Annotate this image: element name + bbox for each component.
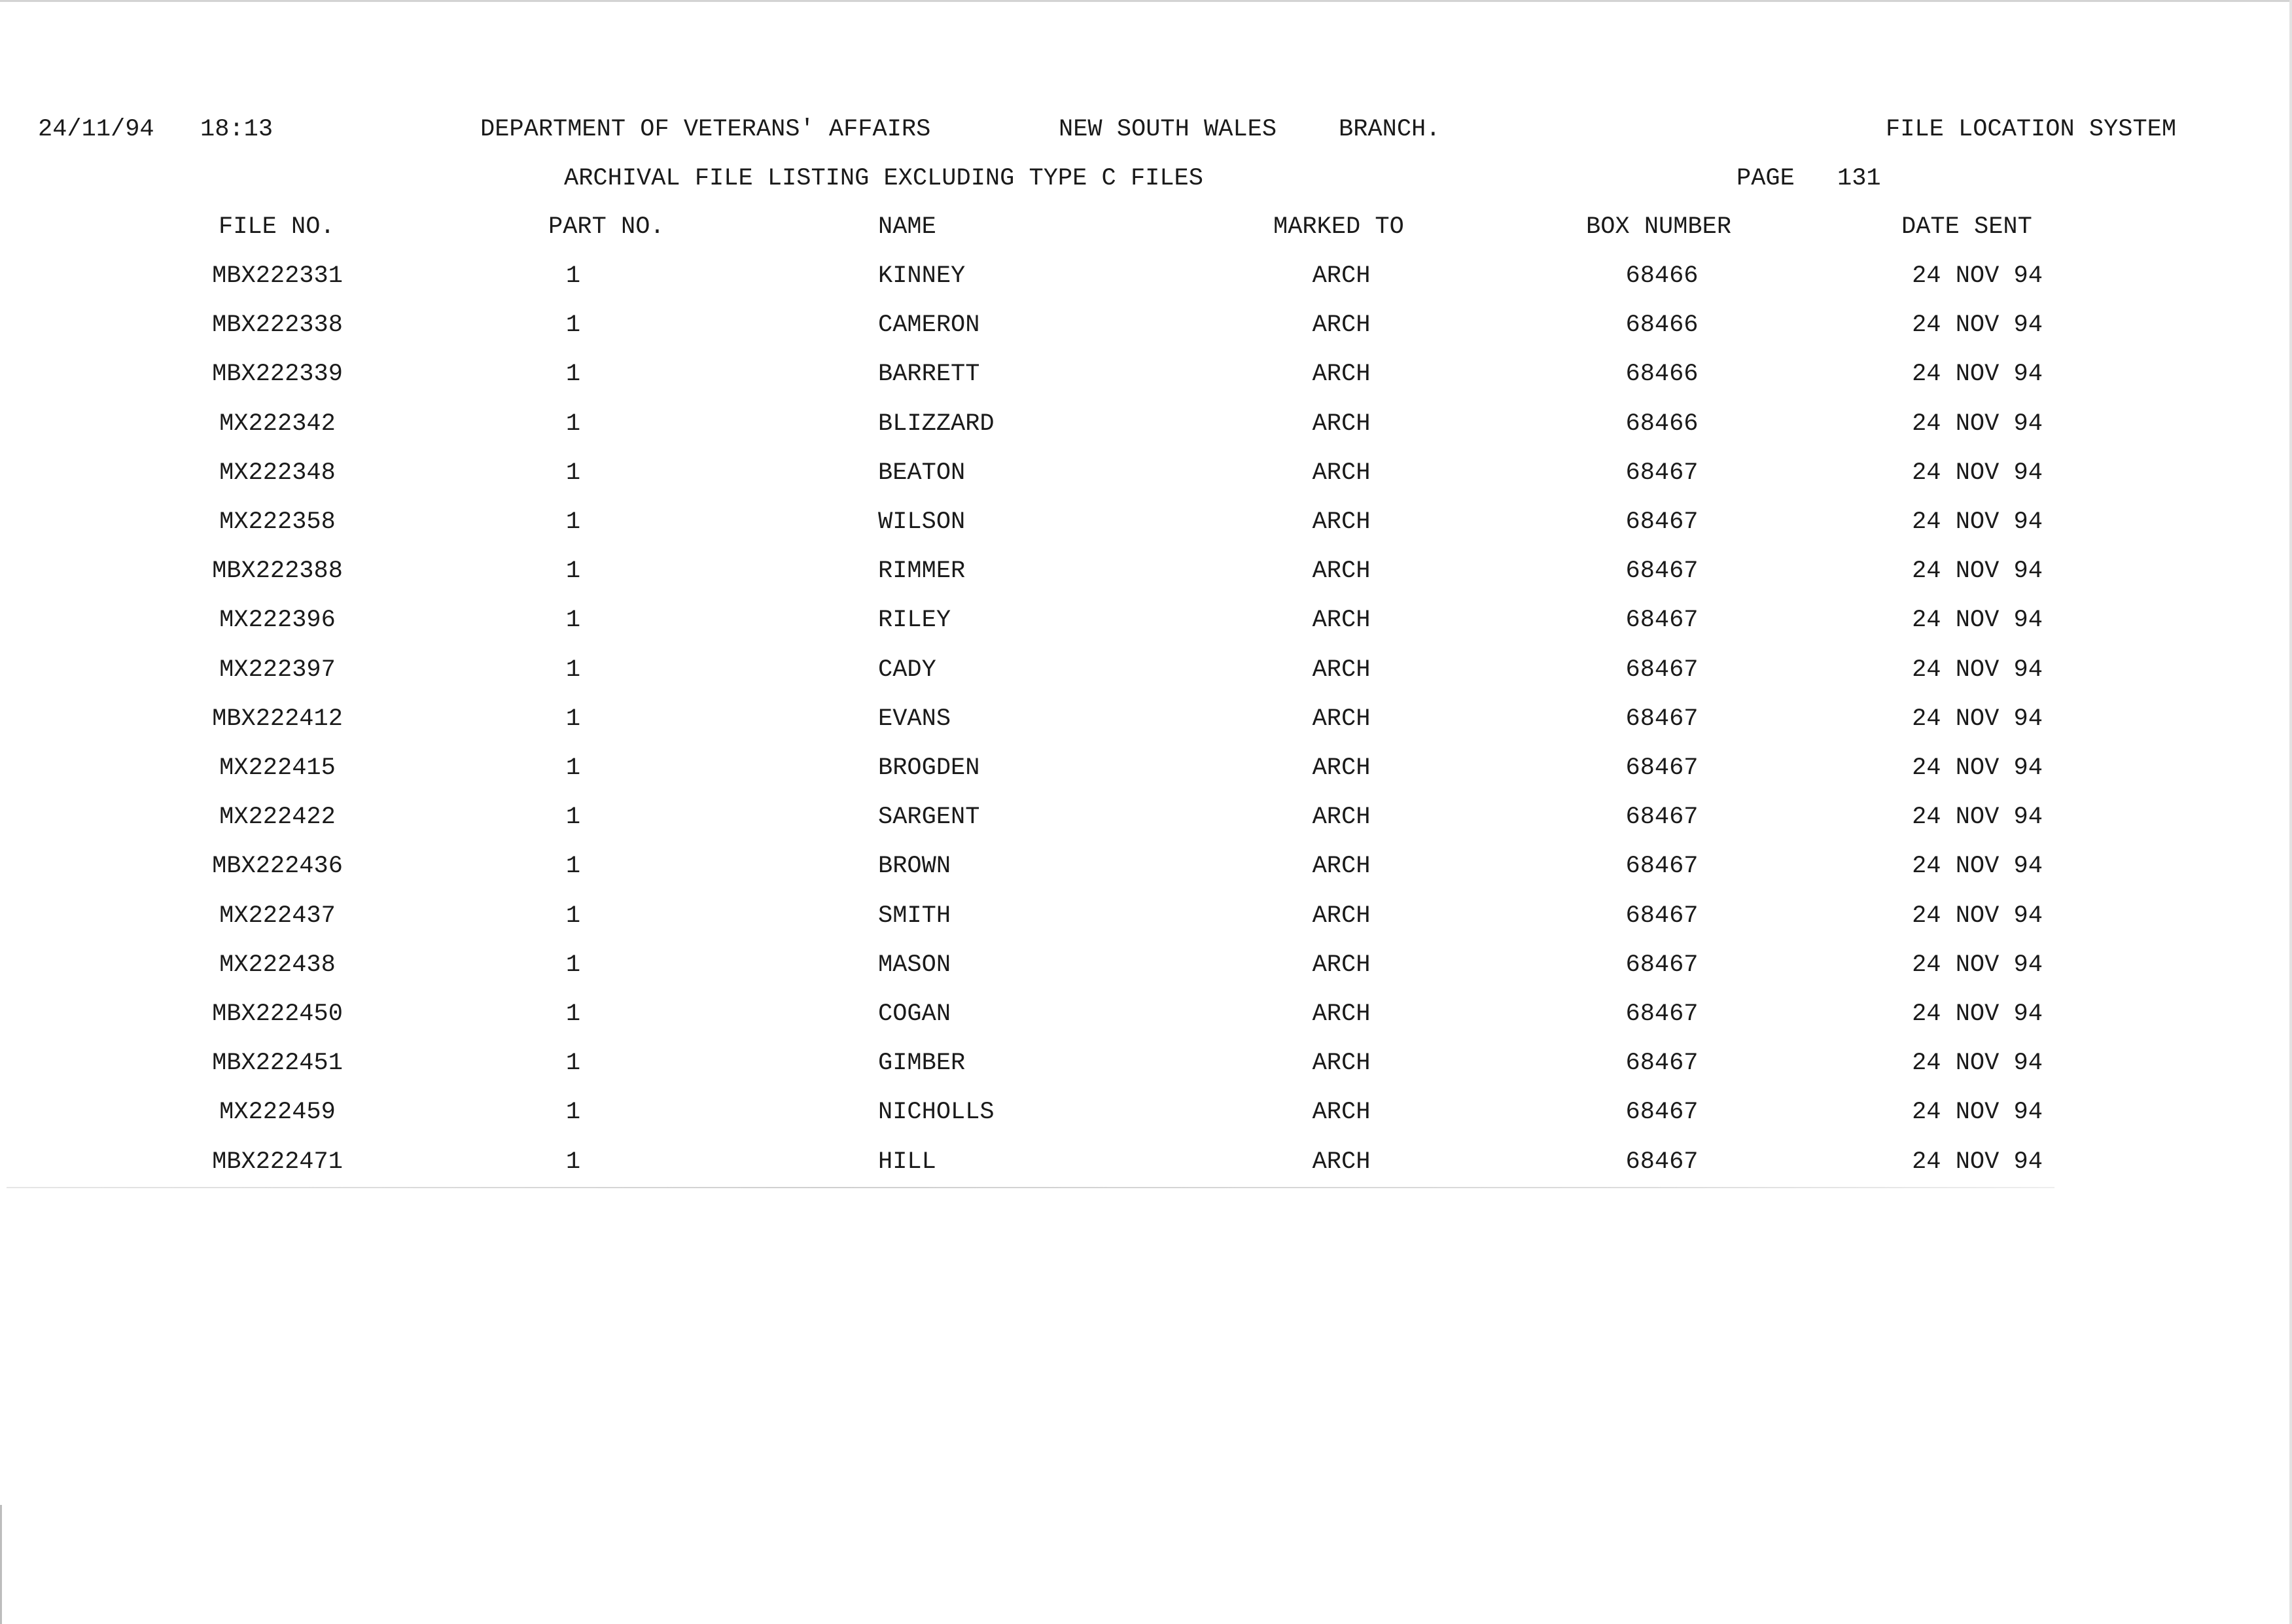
row-marked-to: ARCH — [1312, 902, 1371, 930]
row-date-sent: 24 NOV 94 — [1912, 1099, 2043, 1127]
row-name: GIMBER — [878, 1050, 966, 1078]
row-name: RILEY — [878, 607, 951, 635]
row-part-no: 1 — [565, 656, 581, 684]
row-file-no: MX222437 — [219, 902, 336, 930]
branch-label: BRANCH. — [1339, 116, 1441, 143]
row-part-no: 1 — [565, 803, 581, 832]
row-part-no: 1 — [565, 705, 581, 733]
row-file-no: MBX222338 — [212, 311, 343, 340]
row-marked-to: ARCH — [1312, 508, 1371, 536]
row-date-sent: 24 NOV 94 — [1912, 656, 2043, 684]
row-box-number: 68467 — [1625, 902, 1699, 930]
row-file-no: MX222422 — [219, 803, 336, 832]
row-date-sent: 24 NOV 94 — [1912, 410, 2043, 438]
row-box-number: 68467 — [1625, 508, 1699, 536]
row-file-no: MX222438 — [219, 951, 336, 979]
row-name: BARRETT — [878, 361, 980, 389]
row-name: EVANS — [878, 705, 951, 733]
row-date-sent: 24 NOV 94 — [1912, 754, 2043, 782]
row-box-number: 68467 — [1625, 459, 1699, 487]
row-name: RIMMER — [878, 557, 966, 586]
row-name: WILSON — [878, 508, 966, 536]
row-name: BEATON — [878, 459, 966, 487]
row-name: KINNEY — [878, 262, 966, 290]
row-file-no: MX222459 — [219, 1099, 336, 1127]
row-box-number: 68467 — [1625, 656, 1699, 684]
page-number: 131 — [1837, 165, 1881, 192]
row-name: CAMERON — [878, 311, 980, 340]
row-marked-to: ARCH — [1312, 557, 1371, 586]
row-part-no: 1 — [565, 508, 581, 536]
row-file-no: MX222358 — [219, 508, 336, 536]
row-file-no: MBX222471 — [212, 1148, 343, 1176]
row-marked-to: ARCH — [1312, 803, 1371, 832]
row-file-no: MBX222451 — [212, 1050, 343, 1078]
row-box-number: 68467 — [1625, 1000, 1699, 1028]
row-name: BROWN — [878, 853, 951, 881]
row-date-sent: 24 NOV 94 — [1912, 361, 2043, 389]
row-box-number: 68467 — [1625, 951, 1699, 979]
row-file-no: MBX222412 — [212, 705, 343, 733]
row-file-no: MX222415 — [219, 754, 336, 782]
column-header-marked-to: MARKED TO — [1273, 213, 1404, 241]
report-title: ARCHIVAL FILE LISTING EXCLUDING TYPE C FILES — [564, 165, 1203, 192]
row-file-no: MBX222436 — [212, 853, 343, 881]
row-date-sent: 24 NOV 94 — [1912, 1148, 2043, 1176]
row-marked-to: ARCH — [1312, 410, 1371, 438]
row-date-sent: 24 NOV 94 — [1912, 508, 2043, 536]
row-file-no: MBX222331 — [212, 262, 343, 290]
row-date-sent: 24 NOV 94 — [1912, 262, 2043, 290]
system-name: FILE LOCATION SYSTEM — [1886, 116, 2177, 143]
row-box-number: 68466 — [1625, 410, 1699, 438]
report-date: 24/11/94 — [38, 116, 154, 143]
row-part-no: 1 — [565, 1050, 581, 1078]
row-date-sent: 24 NOV 94 — [1912, 607, 2043, 635]
row-box-number: 68467 — [1625, 557, 1699, 586]
page-edge-right — [2289, 0, 2292, 1624]
row-part-no: 1 — [565, 311, 581, 340]
column-header-date-sent: DATE SENT — [1901, 213, 2032, 241]
column-header-file-no: FILE NO. — [219, 213, 335, 241]
row-marked-to: ARCH — [1312, 754, 1371, 782]
row-date-sent: 24 NOV 94 — [1912, 557, 2043, 586]
row-date-sent: 24 NOV 94 — [1912, 951, 2043, 979]
row-name: BROGDEN — [878, 754, 980, 782]
row-part-no: 1 — [565, 607, 581, 635]
column-header-name: NAME — [878, 213, 936, 241]
row-box-number: 68467 — [1625, 1148, 1699, 1176]
row-marked-to: ARCH — [1312, 1000, 1371, 1028]
row-marked-to: ARCH — [1312, 1050, 1371, 1078]
row-date-sent: 24 NOV 94 — [1912, 311, 2043, 340]
row-file-no: MX222397 — [219, 656, 336, 684]
row-marked-to: ARCH — [1312, 361, 1371, 389]
row-part-no: 1 — [565, 262, 581, 290]
row-marked-to: ARCH — [1312, 262, 1371, 290]
row-date-sent: 24 NOV 94 — [1912, 1000, 2043, 1028]
row-part-no: 1 — [565, 1148, 581, 1176]
row-part-no: 1 — [565, 410, 581, 438]
row-name: CADY — [878, 656, 936, 684]
row-name: BLIZZARD — [878, 410, 995, 438]
row-name: NICHOLLS — [878, 1099, 995, 1127]
row-part-no: 1 — [565, 459, 581, 487]
page-edge-top — [0, 0, 2292, 2]
row-marked-to: ARCH — [1312, 311, 1371, 340]
row-part-no: 1 — [565, 361, 581, 389]
row-name: MASON — [878, 951, 951, 979]
row-box-number: 68466 — [1625, 311, 1699, 340]
row-box-number: 68467 — [1625, 803, 1699, 832]
row-date-sent: 24 NOV 94 — [1912, 705, 2043, 733]
listing-bottom-rule — [7, 1187, 2054, 1188]
row-part-no: 1 — [565, 853, 581, 881]
row-name: HILL — [878, 1148, 936, 1176]
row-date-sent: 24 NOV 94 — [1912, 459, 2043, 487]
row-marked-to: ARCH — [1312, 951, 1371, 979]
row-box-number: 68467 — [1625, 853, 1699, 881]
row-box-number: 68467 — [1625, 754, 1699, 782]
row-file-no: MBX222388 — [212, 557, 343, 586]
row-date-sent: 24 NOV 94 — [1912, 902, 2043, 930]
row-marked-to: ARCH — [1312, 1099, 1371, 1127]
page-edge-left — [0, 1505, 2, 1624]
row-marked-to: ARCH — [1312, 1148, 1371, 1176]
row-file-no: MX222348 — [219, 459, 336, 487]
row-part-no: 1 — [565, 902, 581, 930]
row-box-number: 68466 — [1625, 262, 1699, 290]
row-marked-to: ARCH — [1312, 607, 1371, 635]
row-box-number: 68467 — [1625, 607, 1699, 635]
row-file-no: MBX222339 — [212, 361, 343, 389]
row-file-no: MX222396 — [219, 607, 336, 635]
row-name: COGAN — [878, 1000, 951, 1028]
page-label: PAGE — [1737, 165, 1795, 192]
row-part-no: 1 — [565, 951, 581, 979]
row-marked-to: ARCH — [1312, 705, 1371, 733]
row-date-sent: 24 NOV 94 — [1912, 853, 2043, 881]
row-file-no: MX222342 — [219, 410, 336, 438]
column-header-part-no: PART NO. — [548, 213, 665, 241]
row-part-no: 1 — [565, 754, 581, 782]
row-part-no: 1 — [565, 557, 581, 586]
row-box-number: 68467 — [1625, 705, 1699, 733]
row-box-number: 68467 — [1625, 1050, 1699, 1078]
row-box-number: 68466 — [1625, 361, 1699, 389]
report-time: 18:13 — [200, 116, 273, 143]
row-name: SARGENT — [878, 803, 980, 832]
row-marked-to: ARCH — [1312, 853, 1371, 881]
row-marked-to: ARCH — [1312, 656, 1371, 684]
row-date-sent: 24 NOV 94 — [1912, 803, 2043, 832]
row-file-no: MBX222450 — [212, 1000, 343, 1028]
row-date-sent: 24 NOV 94 — [1912, 1050, 2043, 1078]
row-part-no: 1 — [565, 1000, 581, 1028]
column-header-box-number: BOX NUMBER — [1586, 213, 1732, 241]
row-name: SMITH — [878, 902, 951, 930]
region-name: NEW SOUTH WALES — [1059, 116, 1277, 143]
department-name: DEPARTMENT OF VETERANS' AFFAIRS — [480, 116, 931, 143]
row-part-no: 1 — [565, 1099, 581, 1127]
row-marked-to: ARCH — [1312, 459, 1371, 487]
row-box-number: 68467 — [1625, 1099, 1699, 1127]
